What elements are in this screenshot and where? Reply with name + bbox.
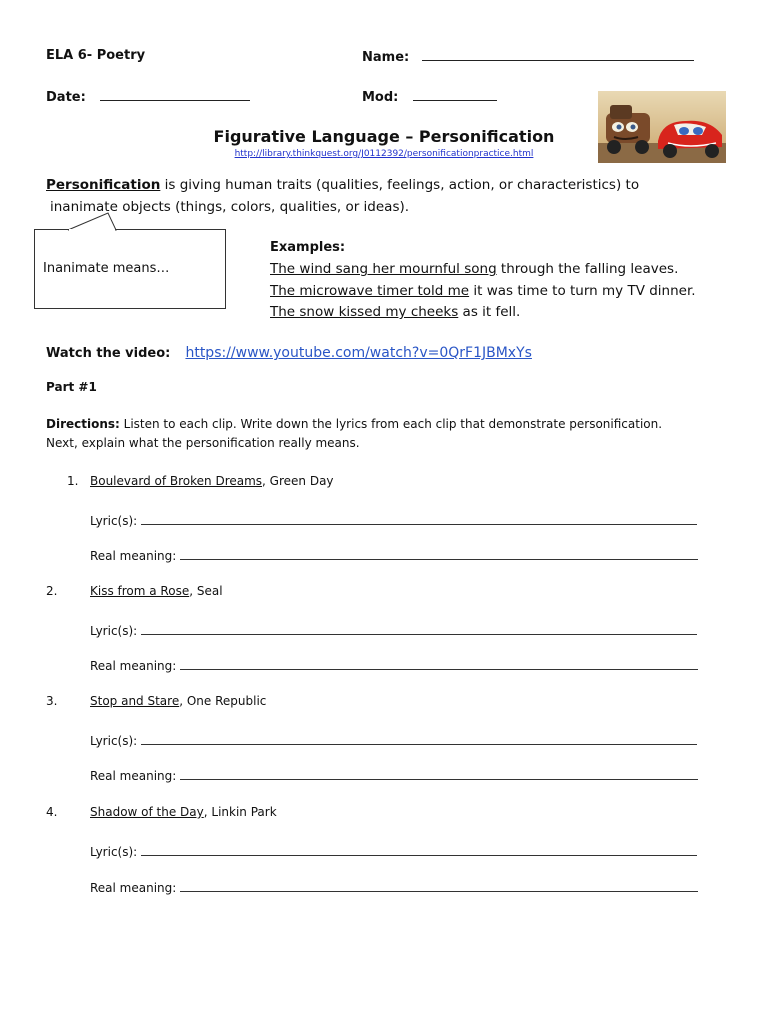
directions-line-1 [46, 417, 662, 431]
lyric-label: Lyric(s): [90, 845, 138, 859]
definition-term: Personification [46, 177, 161, 193]
lyric-label: Lyric(s): [90, 734, 138, 748]
directions-text-1: Listen to each clip. Write down the lyrics from each clip that demonstrate personification. [119, 417, 663, 431]
meaning-label: Real meaning: [90, 881, 177, 895]
song-1-lyric-row [90, 512, 697, 528]
song-2-lyric-row [90, 622, 697, 638]
example-3-rest: as it fell. [458, 304, 521, 320]
meaning-label: Real meaning: [90, 659, 177, 673]
date-field[interactable] [100, 88, 250, 101]
song-2-title: Kiss from a Rose [90, 584, 190, 598]
song-3-artist: , One Republic [179, 694, 267, 708]
song-3-lyric-row [90, 732, 697, 748]
page-title: Figurative Language – Personification [213, 127, 555, 146]
example-2-phrase: The microwave timer told me [270, 283, 470, 299]
part-heading: Part #1 [46, 380, 97, 394]
directions-label: Directions: [46, 417, 120, 431]
callout-pointer [60, 211, 130, 231]
example-3 [270, 304, 520, 320]
definition-line-1 [46, 177, 639, 193]
mod-label [362, 88, 497, 105]
name-label-text: Name: [362, 50, 410, 65]
song-1-lyric-field[interactable] [141, 512, 697, 525]
video-label: Watch the video: [46, 346, 171, 361]
song-3-number: 3. [46, 694, 58, 708]
mod-field[interactable] [413, 88, 497, 101]
course-label: ELA 6- Poetry [46, 48, 146, 63]
examples-heading: Examples: [270, 240, 346, 255]
song-4-title: Shadow of the Day [90, 805, 204, 819]
meaning-label: Real meaning: [90, 769, 177, 783]
meaning-label: Real meaning: [90, 549, 177, 563]
song-1-meaning-field[interactable] [180, 547, 698, 560]
song-4-meaning-field[interactable] [180, 879, 698, 892]
example-1-phrase: The wind sang her mournful song [270, 261, 497, 277]
example-2-rest: it was time to turn my TV dinner. [469, 283, 696, 299]
song-4-lyric-row [90, 843, 697, 859]
source-link[interactable]: http://library.thinkquest.org/J0112392/personificationpractice.html [234, 149, 534, 159]
song-3 [90, 694, 266, 708]
song-3-lyric-field[interactable] [141, 732, 697, 745]
song-3-title: Stop and Stare [90, 694, 180, 708]
example-2 [270, 283, 696, 299]
name-label [362, 48, 694, 65]
song-2-meaning-field[interactable] [180, 657, 698, 670]
song-4-number: 4. [46, 805, 58, 819]
song-2-lyric-field[interactable] [141, 622, 697, 635]
definition-line-2: inanimate objects (things, colors, qualities, or ideas). [50, 199, 410, 215]
lyric-label: Lyric(s): [90, 514, 138, 528]
song-4-meaning-row [90, 879, 698, 895]
callout-text: Inanimate means… [43, 261, 170, 276]
date-label [46, 88, 250, 105]
song-2-meaning-row [90, 657, 698, 673]
song-4-lyric-field[interactable] [141, 843, 697, 856]
song-1-artist: , Green Day [262, 474, 334, 488]
video-link[interactable]: https://www.youtube.com/watch?v=0QrF1JBMxYs [185, 345, 532, 361]
date-label-text: Date: [46, 90, 86, 105]
definition-text-1: is giving human traits (qualities, feelings, action, or characteristics) to [160, 177, 640, 193]
song-4 [90, 805, 277, 819]
video-row [46, 342, 532, 361]
mod-label-text: Mod: [362, 90, 399, 105]
name-field[interactable] [422, 48, 694, 61]
song-1-meaning-row [90, 547, 698, 563]
example-1 [270, 261, 678, 277]
example-1-rest: through the falling leaves. [496, 261, 679, 277]
example-3-phrase: The snow kissed my cheeks [270, 304, 459, 320]
lyric-label: Lyric(s): [90, 624, 138, 638]
song-1 [90, 474, 334, 488]
directions-line-2: Next, explain what the personification really means. [46, 436, 360, 450]
song-3-meaning-field[interactable] [180, 767, 698, 780]
song-3-meaning-row [90, 767, 698, 783]
song-2 [90, 584, 223, 598]
song-2-artist: , Seal [189, 584, 223, 598]
song-2-number: 2. [46, 584, 58, 598]
song-1-number: 1. [67, 474, 79, 488]
song-4-artist: , Linkin Park [203, 805, 277, 819]
song-1-title: Boulevard of Broken Dreams [90, 474, 263, 488]
